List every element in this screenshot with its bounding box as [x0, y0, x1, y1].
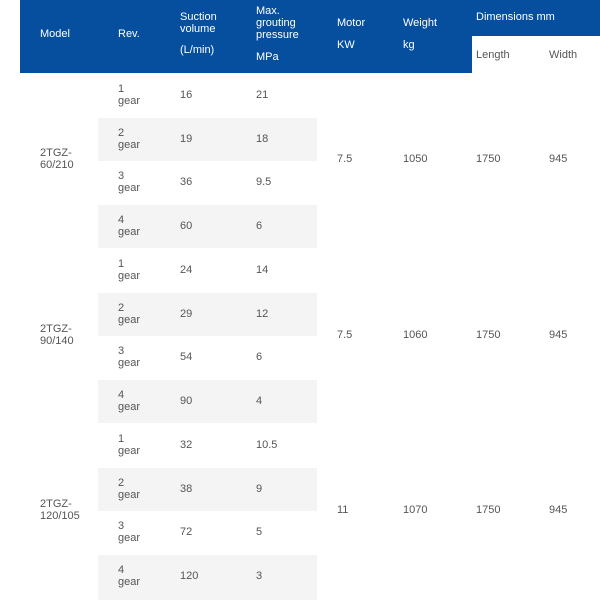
pressure-value: 9.5: [256, 176, 272, 188]
header-pressure-line2: grouting: [256, 17, 296, 29]
pressure-value: 10.5: [256, 439, 278, 451]
model-name-line1: 2TGZ-: [40, 323, 72, 335]
pressure-value: 4: [256, 395, 263, 407]
gear-number: 4: [118, 214, 125, 226]
pressure-value: 6: [256, 220, 263, 232]
header-suction-unit: (L/min): [180, 44, 215, 56]
gear-number: 4: [118, 564, 125, 576]
pressure-value: 3: [256, 570, 263, 582]
header-weight-unit: kg: [403, 39, 415, 51]
length-value: 1750: [476, 329, 501, 341]
pressure-value: 14: [256, 264, 269, 276]
weight-value: 1070: [403, 504, 428, 516]
gear-word: gear: [118, 489, 141, 501]
gear-number: 4: [118, 389, 125, 401]
suction-value: 36: [180, 176, 193, 188]
gear-word: gear: [118, 445, 141, 457]
weight-value: 1050: [403, 153, 428, 165]
gear-number: 1: [118, 258, 125, 270]
gear-word: gear: [118, 357, 141, 369]
header-model: Model: [40, 28, 70, 40]
header-width: Width: [549, 49, 578, 61]
gear-word: gear: [118, 95, 141, 107]
gear-word: gear: [118, 226, 141, 238]
width-value: 945: [549, 504, 568, 516]
header-dimensions: Dimensions mm: [476, 11, 555, 23]
table-header: [20, 0, 600, 73]
header-pressure-line3: pressure: [256, 29, 299, 41]
suction-value: 38: [180, 483, 193, 495]
gear-word: gear: [118, 182, 141, 194]
width-value: 945: [549, 153, 568, 165]
model-name-line1: 2TGZ-: [40, 498, 72, 510]
gear-word: gear: [118, 139, 141, 151]
header-pressure-line1: Max.: [256, 5, 280, 17]
gear-word: gear: [118, 270, 141, 282]
gear-word: gear: [118, 401, 141, 413]
gear-number: 3: [118, 170, 125, 182]
weight-value: 1060: [403, 329, 428, 341]
suction-value: 29: [180, 308, 193, 320]
header-pressure-unit: MPa: [256, 51, 279, 63]
motor-value: 11: [337, 504, 349, 516]
header-motor-unit: KW: [337, 39, 355, 51]
suction-value: 90: [180, 395, 193, 407]
gear-number: 2: [118, 302, 125, 314]
gear-number: 3: [118, 345, 125, 357]
header-suction-line1: Suction: [180, 11, 217, 23]
length-value: 1750: [476, 504, 501, 516]
motor-value: 7.5: [337, 329, 353, 341]
model-group: [0, 74, 600, 249]
gear-number: 1: [118, 433, 125, 445]
header-motor: Motor: [337, 17, 366, 29]
header-rev: Rev.: [118, 28, 140, 40]
gear-number: 1: [118, 83, 125, 95]
model-group: [0, 424, 600, 600]
suction-value: 60: [180, 220, 193, 232]
motor-value: 7.5: [337, 153, 353, 165]
pressure-value: 5: [256, 526, 263, 538]
pressure-value: 12: [256, 308, 269, 320]
header-length: Length: [476, 49, 510, 61]
header-weight: Weight: [403, 17, 438, 29]
gear-word: gear: [118, 576, 141, 588]
model-group: [0, 249, 600, 424]
model-name-line1: 2TGZ-: [40, 147, 72, 159]
gear-word: gear: [118, 314, 141, 326]
header-suction-line2: volume: [180, 23, 216, 35]
gear-word: gear: [118, 532, 141, 544]
gear-number: 2: [118, 477, 125, 489]
width-value: 945: [549, 329, 568, 341]
suction-value: 16: [180, 89, 193, 101]
length-value: 1750: [476, 153, 501, 165]
model-name-line2: 120/105: [40, 510, 80, 522]
suction-value: 32: [180, 439, 193, 451]
pressure-value: 6: [256, 351, 263, 363]
suction-value: 54: [180, 351, 193, 363]
model-name-line2: 90/140: [40, 335, 74, 347]
gear-number: 2: [118, 127, 125, 139]
gear-number: 3: [118, 520, 125, 532]
suction-value: 24: [180, 264, 193, 276]
pressure-value: 9: [256, 483, 263, 495]
suction-value: 72: [180, 526, 193, 538]
pressure-value: 21: [256, 89, 269, 101]
pressure-value: 18: [256, 133, 269, 145]
model-name-line2: 60/210: [40, 159, 74, 171]
suction-value: 120: [180, 570, 199, 582]
suction-value: 19: [180, 133, 193, 145]
